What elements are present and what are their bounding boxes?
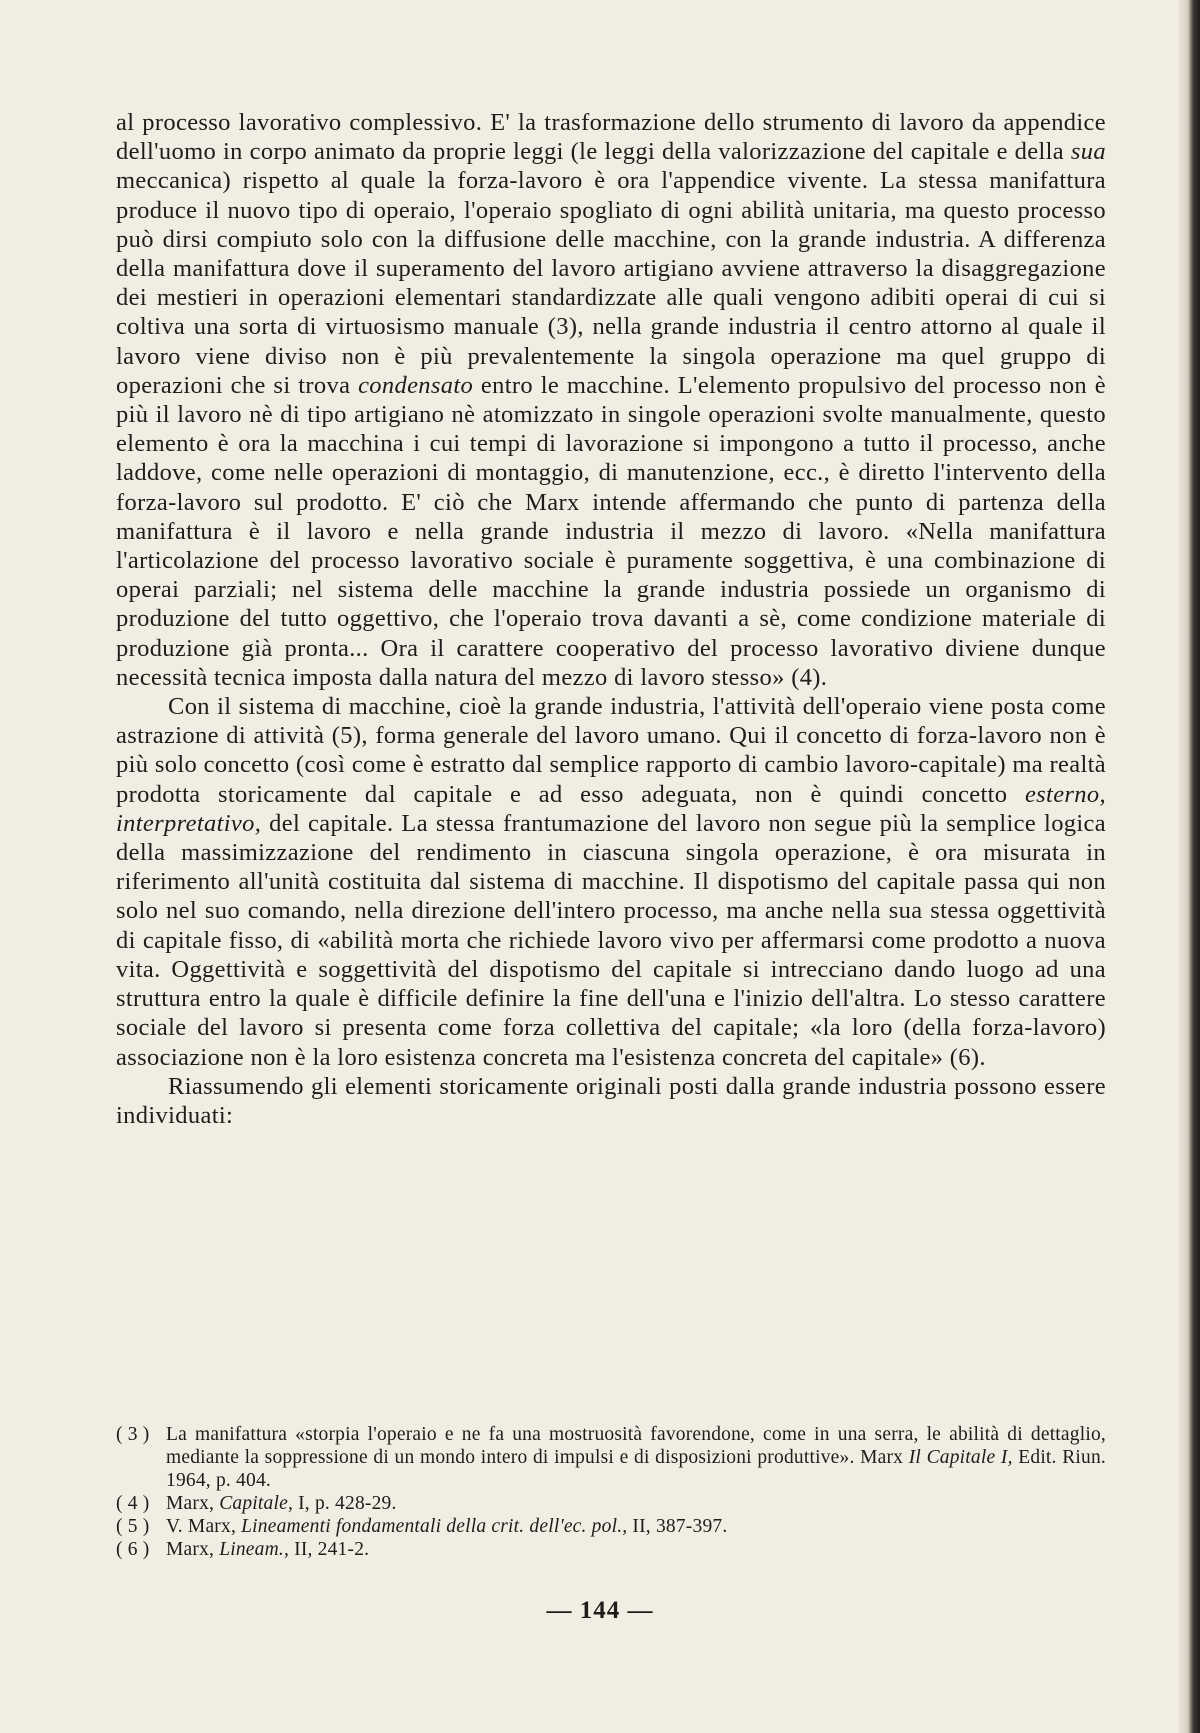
footnote-number: ( 6 ): [116, 1539, 150, 1560]
text-run: II, 387-397.: [627, 1516, 728, 1537]
paragraph-3: [116, 1072, 1106, 1130]
text-run: Riassumendo gli elementi storicamente originali posti dalla grande industria possono essere individuati:: [116, 1072, 1106, 1129]
footnote-5: [116, 1515, 1106, 1538]
text-run: Marx,: [166, 1539, 220, 1560]
footnote-text: [166, 1492, 1106, 1515]
footnotes: [116, 1423, 1106, 1561]
italic-text: Lineam.,: [219, 1539, 290, 1560]
text-run: al processo lavorativo complessivo. E' la trasformazione dello strumento di lavoro da appendice dell'uomo in corpo animato da proprie leggi (le leggi della valorizzazione del capitale e della: [116, 109, 1106, 166]
footnote-number: ( 4 ): [116, 1493, 150, 1514]
text-run: II, 241-2.: [289, 1539, 370, 1560]
italic-text: esterno, interpretativo,: [116, 780, 1106, 837]
footnote-3: [116, 1423, 1106, 1492]
italic-text: condensato: [358, 371, 474, 399]
text-run: Marx,: [166, 1493, 220, 1514]
page-number: — 144 —: [546, 1597, 654, 1624]
text-run: V. Marx,: [166, 1516, 242, 1537]
italic-text: sua: [1070, 138, 1106, 166]
paragraph-2: [116, 692, 1106, 1072]
italic-text: Il Capitale I,: [908, 1447, 1013, 1468]
page-edge-shadow: [1178, 0, 1200, 1733]
text-run: del capitale. La stessa frantumazione del lavoro non segue più la semplice logica della massimizzazione del rendimento in ciascuna singola operazione, è ora misurata in riferimento all'unità costituita dal sistema di macchine. Il dispotismo del capitale passa qui non solo nel suo comando, nella direzione dell'intero processo, ma anche nella sua stessa oggettività di capitale fisso, di «abilità morta che richiede lavoro vivo per affermarsi come prodotto a nuova vita. Oggettività e soggettività del dispotismo del capitale si intrecciano dando luogo ad una struttura entro la quale è difficile definire la fine dell'una e l'inizio dell'altra. Lo stesso carattere sociale del lavoro si presenta come forza collettiva del capitale; «la loro (della forza-lavoro) associazione non è la loro esistenza concreta ma l'esistenza concreta del capitale» (6).: [116, 809, 1106, 1071]
text-run: Edit. Riun. 1964, p. 404.: [166, 1447, 1106, 1491]
footnote-6: [116, 1538, 1106, 1561]
text-run: La manifattura «storpia l'operaio e ne fa una mostruosità favorendone, come in una serra, le abilità di dettaglio, mediante la soppressione di un mondo intero di impulsi e di disposizioni produttive». Marx: [166, 1424, 1106, 1468]
footnote-number: ( 3 ): [116, 1424, 150, 1445]
footnote-text: [166, 1423, 1106, 1492]
italic-text: Lineamenti fondamentali della crit. dell'ec. pol.,: [241, 1516, 628, 1537]
text-run: meccanica) rispetto al quale la forza-lavoro è ora l'appendice vivente. La stessa manifattura produce il nuovo tipo di operaio, l'operaio spogliato di ogni abilità unitaria, ma questo processo può dirsi compiuto solo con la diffusione delle macchine, con la grande industria. A differenza della manifattura dove il superamento del lavoro artigiano avviene attraverso la disaggregazione dei mestieri in operazioni elementari standardizzate alle quali vengono adibiti operai di cui si coltiva una sorta di virtuosismo manuale (3), nella grande industria il centro attorno al quale il lavoro viene diviso non è più prevalentemente la singola operazione ma quel gruppo di operazioni che si trova: [116, 167, 1106, 399]
paragraph-1: [116, 108, 1106, 692]
footnote-4: [116, 1492, 1106, 1515]
text-run: entro le macchine. L'elemento propulsivo del processo non è più il lavoro nè di tipo artigiano nè atomizzato in singole operazioni svolte manualmente, questo elemento è ora la macchina i cui tempi di lavorazione si impongono a tutto il processo, anche laddove, come nelle operazioni di montaggio, di manutenzione, ecc., è diretto l'intervento della forza-lavoro sul prodotto. E' ciò che Marx intende affermando che punto di partenza della manifattura è il lavoro e nella grande industria il mezzo di lavoro. «Nella manifattura l'articolazione del processo lavorativo sociale è puramente soggettiva, è una combinazione di operai parziali; nel sistema delle macchine la grande industria possiede un organismo di produzione del tutto oggettivo, che l'operaio trova davanti a sè, come condizione materiale di produzione già pronta... Ora il carattere cooperativo del processo lavorativo diviene dunque necessità tecnica imposta dalla natura del mezzo di lavoro stesso» (4).: [116, 371, 1106, 691]
body-text: [116, 108, 1106, 1130]
footnote-number: ( 5 ): [116, 1516, 150, 1537]
footnote-text: [166, 1538, 1106, 1561]
footnote-text: [166, 1515, 1106, 1538]
text-run: I, p. 428-29.: [293, 1493, 397, 1514]
text-run: Con il sistema di macchine, cioè la grande industria, l'attività dell'operaio viene posta come astrazione di attività (5), forma generale del lavoro umano. Qui il concetto di forza-lavoro non è più solo concetto (così come è estratto dal semplice rapporto di cambio lavoro-capitale) ma realtà prodotta storicamente dal capitale e ad esso adeguata, non è quindi concetto: [116, 693, 1106, 808]
italic-text: Capitale,: [219, 1493, 294, 1514]
